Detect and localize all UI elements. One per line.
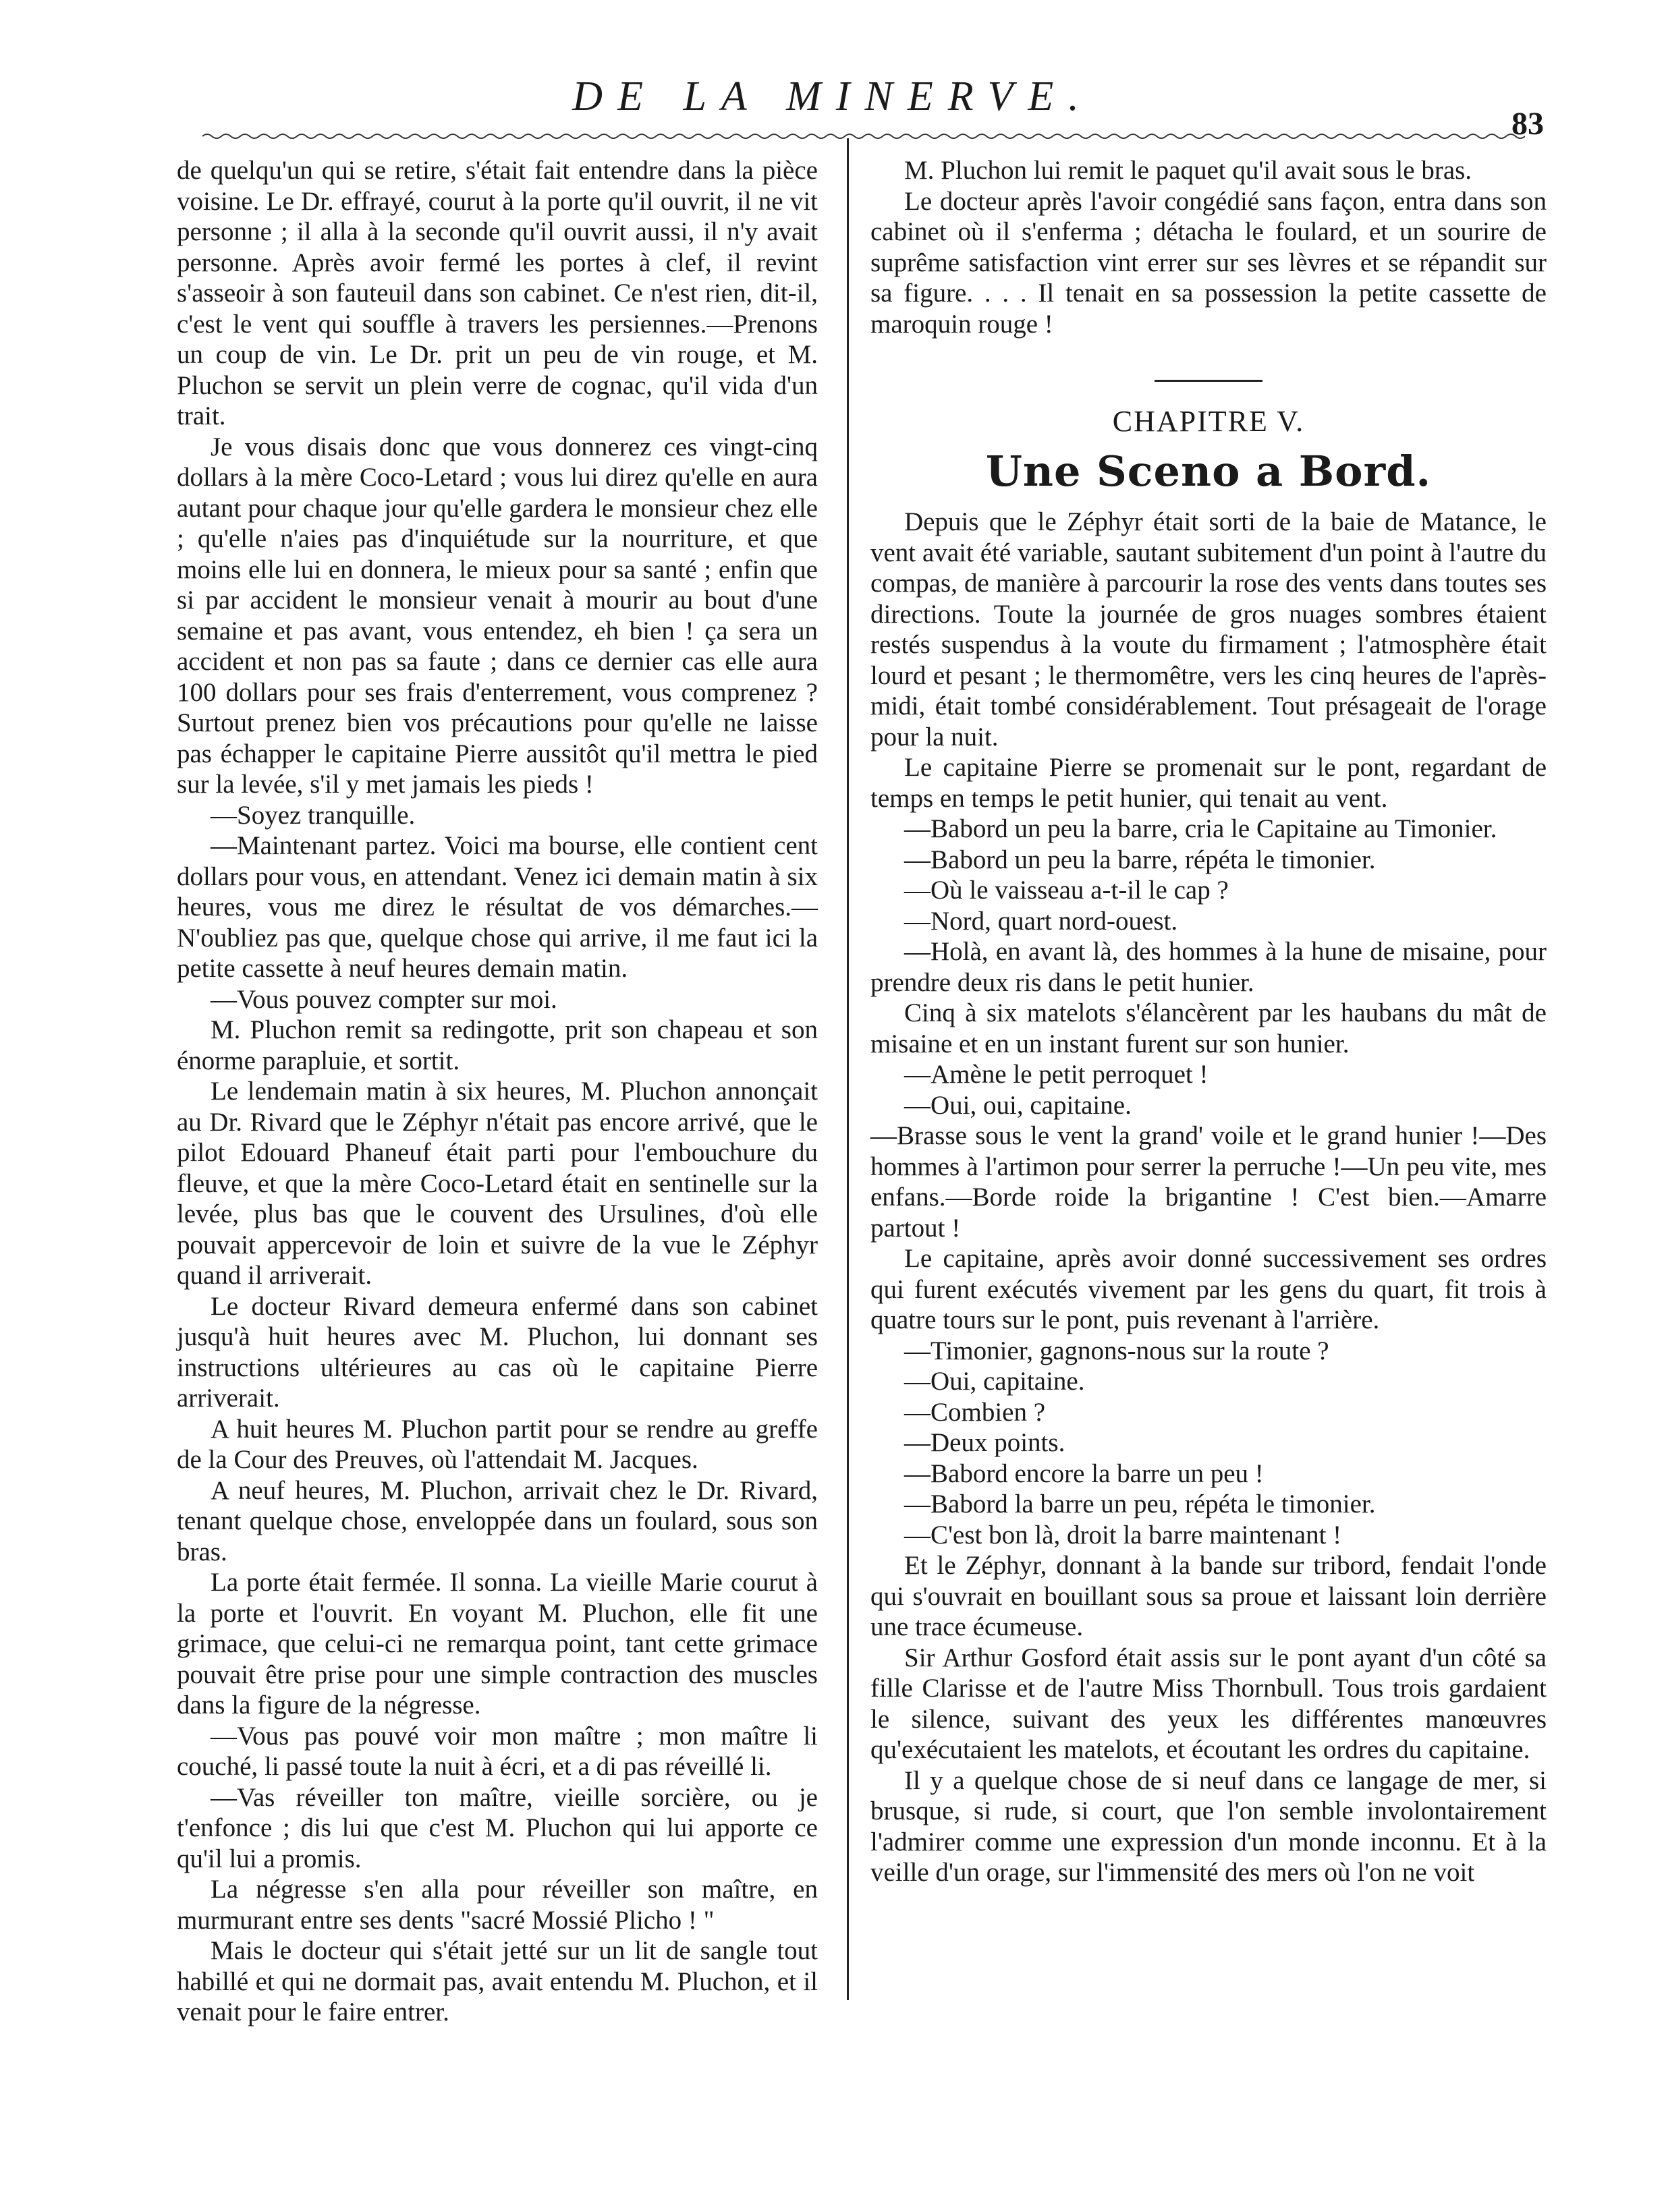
header-wavy-rule	[202, 132, 1525, 140]
paragraph: —Babord encore la barre un peu !	[904, 1458, 1264, 1488]
paragraph: A huit heures M. Pluchon partit pour se rendre au greffe de la Cour des Preuves, où l'attendait M. Jacques.	[177, 1414, 818, 1474]
paragraph: —Nord, quart nord-ouest.	[904, 906, 1178, 936]
chapter-rule	[1155, 380, 1262, 382]
page-number: 83	[1511, 106, 1544, 142]
paragraph: Le lendemain matin à six heures, M. Pluchon annonçait au Dr. Rivard que le Zéphyr n'était pas encore arrivé, que le pilot Edouard Phaneuf était parti pour l'embouchure du fleuve, et que la mère Coco-Letard était en sentinelle sur la levée, plus bas que le couvent des Ursulines, d'où elle pouvait appercevoir de loin et suivre de la vue le Zéphyr quand il arriverait.	[177, 1077, 818, 1290]
paragraph: Depuis que le Zéphyr était sorti de la baie de Matance, le vent avait été variable, sautant subitement d'un point à l'autre du compas, de manière à parcourir la rose des vents dans toutes ses directions. Toute la journée de gros nuages sombres étaient restés suspendus à la voute du firmament ; l'atmosphère était lourd et pesant ; le thermomêtre, vers les cinq heures de l'après-midi, était tombé considérablement. Tout présageait de l'orage pour la nuit.	[870, 507, 1547, 751]
paragraph: —Vous pouvez compter sur moi.	[211, 984, 557, 1014]
paragraph: La porte était fermée. Il sonna. La vieille Marie courut à la porte et l'ouvrit. En voyant M. Pluchon, elle fit une grimace, que celui-ci ne remarqua point, tant cette grimace pouvait être prise pour une simple contraction des muscles dans la figure de la négresse.	[177, 1568, 818, 1720]
paragraph: —Babord la barre un peu, répéta le timonier.	[904, 1490, 1376, 1519]
paragraph: —Vas réveiller ton maître, vieille sorcière, ou je t'enfonce ; dis lui que c'est M. Pluchon qui lui apporte ce qu'il lui a promis.	[177, 1782, 818, 1873]
paragraph: Il y a quelque chose de si neuf dans ce langage de mer, si brusque, si rude, si court, que l'on semble involontairement l'admirer comme une expression d'un monde inconnu. Et à la veille d'un orage, sur l'immensité des mers où l'on ne voit	[870, 1765, 1547, 1887]
paragraph: —Brasse sous le vent la grand' voile et le grand hunier !—Des hommes à l'artimon pour serrer la perruche !—Un peu vite, mes enfans.—Borde roide la brigantine ! C'est bien.—Amarre partout !	[870, 1121, 1547, 1243]
paragraph: A neuf heures, M. Pluchon, arrivait chez le Dr. Rivard, tenant quelque chose, enveloppée dans un foulard, sous son bras.	[177, 1475, 818, 1566]
paragraph: Je vous disais donc que vous donnerez ces vingt-cinq dollars à la mère Coco-Letard ; vous lui direz qu'elle en aura autant pour chaque jour qu'elle gardera le monsieur chez elle ; qu'elle n'aies pas d'inquiétude sur la nourriture, et que moins elle lui en donnera, le mieux pour sa santé ; enfin que si par accident le monsieur venait à mourir au bout d'une semaine et pas avant, vous entendez, eh bien ! ça sera un accident et non pas sa faute ; dans ce dernier cas elle aura 100 dollars pour ses frais d'enterrement, vous comprenez ? Surtout prenez bien vos précautions pour qu'elle ne laisse pas échapper le capitaine Pierre aussitôt qu'il mettra le pied sur la levée, s'il y met jamais les pieds !	[177, 432, 818, 799]
paragraph: —Timonier, gagnons-nous sur la route ?	[904, 1336, 1329, 1365]
paragraph: —Vous pas pouvé voir mon maître ; mon maître li couché, li passé toute la nuit à écri, et a di pas réveillé li.	[177, 1721, 818, 1781]
chapter-title: Une Sceno a Bord.	[985, 446, 1432, 496]
paragraph: —Holà, en avant là, des hommes à la hune de misaine, pour prendre deux ris dans le petit hunier.	[870, 937, 1547, 997]
left-column	[177, 155, 818, 2028]
paragraph: Cinq à six matelots s'élancèrent par les haubans du mât de misaine et en un instant furent sur son hunier.	[870, 998, 1547, 1058]
paragraph: —Où le vaisseau a-t-il le cap ?	[904, 876, 1229, 905]
running-title: DE LA MINERVE.	[572, 74, 1094, 119]
paragraph: La négresse s'en alla pour réveiller son maître, en murmurant entre ses dents "sacré Mossié Plicho ! "	[177, 1875, 818, 1935]
paragraph: —Soyez tranquille.	[211, 800, 416, 830]
chapter-label: CHAPITRE V.	[1112, 405, 1305, 438]
paragraph: —Oui, oui, capitaine.	[904, 1090, 1132, 1120]
paragraph: Le capitaine, après avoir donné successivement ses ordres qui furent exécutés vivement par les gens du quart, fit trois à quatre tours sur le pont, puis revenant à l'arrière.	[870, 1244, 1547, 1334]
paragraph: —Deux points.	[904, 1428, 1065, 1457]
paragraph: —Oui, capitaine.	[904, 1367, 1085, 1396]
column-divider	[847, 138, 849, 2000]
paragraph: M. Pluchon lui remit le paquet qu'il avait sous le bras.	[904, 156, 1472, 185]
paragraph: —Amène le petit perroquet !	[904, 1060, 1209, 1089]
paragraph: Et le Zéphyr, donnant à la bande sur tribord, fendait l'onde qui s'ouvrait en bouillant sous sa proue et laissant loin derrière une trace écumeuse.	[870, 1551, 1547, 1641]
paragraph: M. Pluchon remit sa redingotte, prit son chapeau et son énorme parapluie, et sortit.	[177, 1015, 818, 1075]
right-column	[870, 155, 1547, 1888]
paragraph: —Combien ?	[904, 1397, 1046, 1427]
paragraph: Le docteur après l'avoir congédié sans façon, entra dans son cabinet où il s'enferma ; détacha le foulard, et un sourire de suprême satisfaction vint errer sur ses lèvres et se répandit sur sa figure. . . . Il tenait en sa possession la petite cassette de maroquin rouge !	[870, 186, 1547, 339]
paragraph: Le docteur Rivard demeura enfermé dans son cabinet jusqu'à huit heures avec M. Pluchon, lui donnant ses instructions ultérieures au cas où le capitaine Pierre arriverait.	[177, 1291, 818, 1413]
paragraph: —Maintenant partez. Voici ma bourse, elle contient cent dollars pour vous, en attendant. Venez ici demain matin à six heures, vous me direz le résultat de vos démarches.—N'oubliez pas que, quelque chose qui arrive, il me faut ici la petite cassette à neuf heures demain matin.	[177, 831, 818, 983]
paragraph: de quelqu'un qui se retire, s'était fait entendre dans la pièce voisine. Le Dr. effrayé, courut à la porte qu'il ouvrit, il ne vit personne ; il alla à la seconde qu'il ouvrit aussi, il n'y avait personne. Après avoir fermé les portes à clef, il revint s'asseoir à son fauteuil dans son cabinet. Ce n'est rien, dit-il, c'est le vent qui souffle à travers les persiennes.—Prenons un coup de vin. Le Dr. prit un peu de vin rouge, et M. Pluchon se servit un plein verre de cognac, qu'il vida d'un trait.	[177, 156, 818, 430]
paragraph: Le capitaine Pierre se promenait sur le pont, regardant de temps en temps le petit hunier, qui tenait au vent.	[870, 753, 1547, 813]
paragraph: —Babord un peu la barre, cria le Capitaine au Timonier.	[904, 814, 1497, 843]
paragraph: —Babord un peu la barre, répéta le timonier.	[904, 845, 1376, 874]
paragraph: Sir Arthur Gosford était assis sur le pont ayant d'un côté sa fille Clarisse et de l'autre Miss Thornbull. Tous trois gardaient le silence, suivant des yeux les différentes manœuvres qu'exécutaient les matelots, et écoutant les ordres du capitaine.	[870, 1643, 1547, 1764]
paragraph: —C'est bon là, droit la barre maintenant !	[904, 1520, 1342, 1550]
paragraph: Mais le docteur qui s'était jetté sur un lit de sangle tout habillé et qui ne dormait pas, avait entendu M. Pluchon, et il venait pour le faire entrer.	[177, 1936, 818, 2026]
